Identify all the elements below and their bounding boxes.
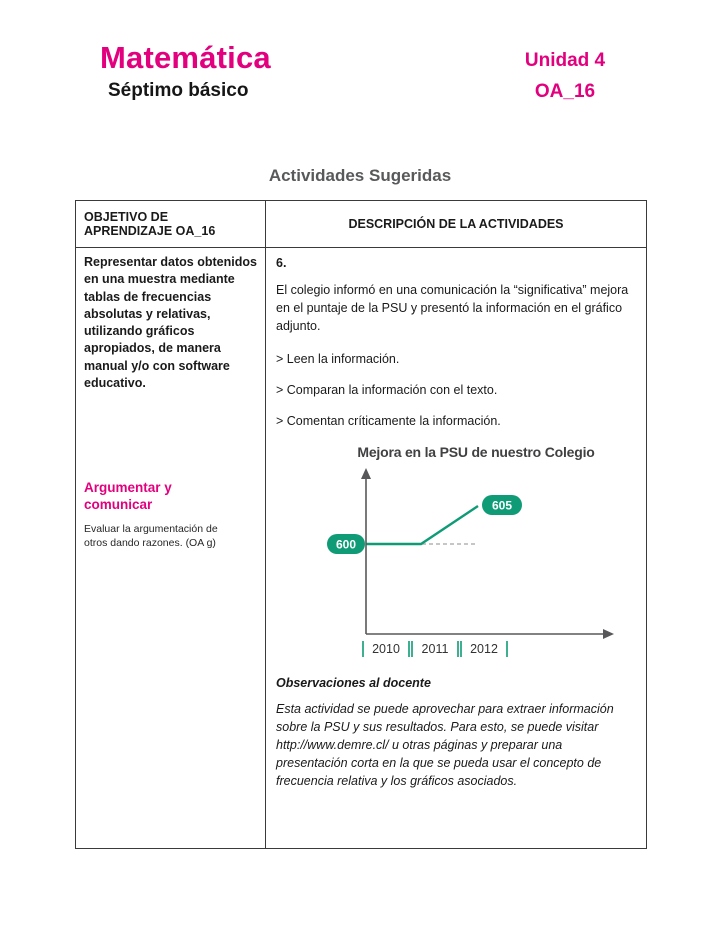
- activity-step-3: > Comentan críticamente la información.: [276, 414, 501, 428]
- activity-step-1: > Leen la información.: [276, 352, 400, 367]
- chart-canvas: [326, 466, 626, 666]
- data-line: [366, 506, 478, 544]
- activity-step-2: > Comparan la información con el texto.: [276, 383, 498, 398]
- value-label-end: 605: [491, 498, 513, 513]
- activities-table: [75, 200, 647, 849]
- table-header-row: [76, 201, 647, 248]
- objective-column-header: OBJETIVO DE APRENDIZAJE OA_16: [76, 201, 266, 248]
- activity-cell: [266, 248, 647, 849]
- skill-title: Argumentar y comunicar: [84, 480, 172, 512]
- description-column-header: DESCRIPCIÓN DE LA ACTIVIDADES: [266, 201, 647, 248]
- unit-label: Unidad 4: [524, 50, 606, 71]
- objective-text: Representar datos obtenidos en una muestra mediante tablas de frecuencias absolutas y relativas, utilizando gráficos apropiados, de manera manual y/o con software educativo.: [84, 255, 257, 390]
- unit-block: [505, 50, 625, 103]
- subject-title: Matemática: [100, 40, 271, 75]
- table-body-row: [76, 248, 647, 849]
- section-title: Actividades Sugeridas: [268, 166, 452, 185]
- x-tick-2010: 2010: [372, 641, 400, 656]
- activity-number: 6.: [276, 256, 287, 270]
- chart-title: Mejora en la PSU de nuestro Colegio: [357, 443, 595, 460]
- skill-block: [84, 480, 257, 550]
- objective-cell: [76, 248, 266, 849]
- oa-label: OA_16: [534, 81, 596, 102]
- x-axis-arrow-icon: [603, 629, 614, 639]
- observations-text: Esta actividad se puede aprovechar para extraer información sobre la PSU y sus resultados. Para esto, se puede visitar http://www.demre.cl/ u otras páginas y preparar una presentación corta en la que se pueda usar el concepto de frecuencia relativa y los gráficos asociados.: [276, 701, 614, 789]
- grade-subtitle: Séptimo básico: [108, 80, 249, 101]
- observations-title: Observaciones al docente: [276, 675, 431, 690]
- value-label-start: 600: [335, 537, 357, 552]
- activity-intro: El colegio informó en una comunicación la “significativa” mejora en el puntaje de la PSU y presentó la información en el gráfico adjunto.: [276, 283, 629, 333]
- y-axis-arrow-icon: [361, 468, 371, 479]
- brand-block: [100, 40, 271, 102]
- skill-description: Evaluar la argumentación de otros dando razones. (OA g): [84, 522, 218, 549]
- x-tick-2011: 2011: [421, 641, 449, 656]
- x-tick-2012: 2012: [470, 641, 498, 656]
- psu-line-chart: [326, 444, 626, 666]
